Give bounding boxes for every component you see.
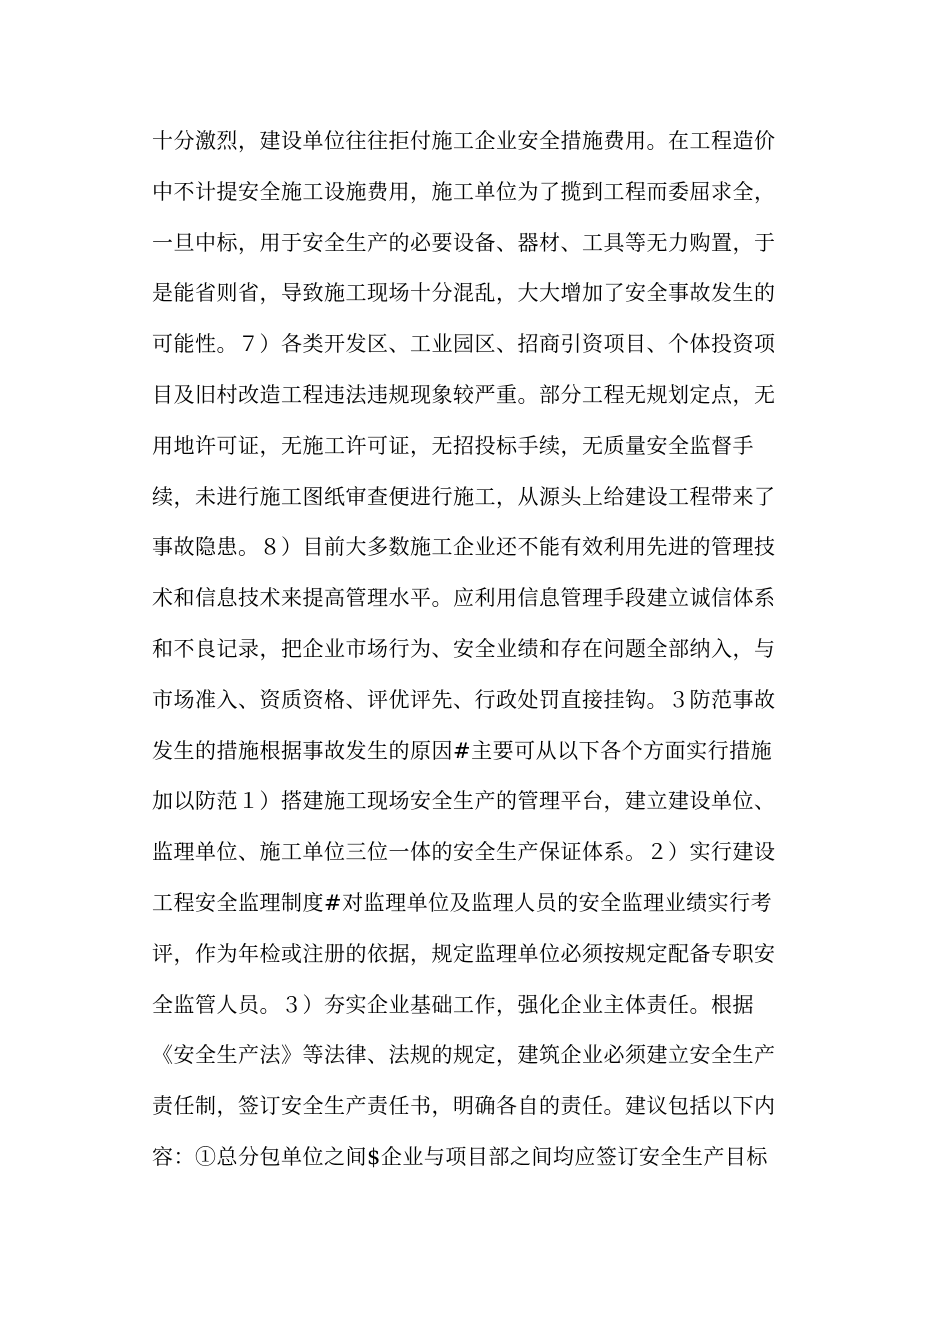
text-line: 发生的措施根据事故发生的原因#主要可从以下各个方面实行措施 xyxy=(152,738,773,763)
text-line: 加以防范１）搭建施工现场安全生产的管理平台，建立建设单位、 xyxy=(152,789,776,814)
text-line: 续，未进行施工图纸审查便进行施工，从源头上给建设工程带来了 xyxy=(152,484,776,509)
text-line: 目及旧村改造工程违法违规现象较严重。部分工程无规划定点，无 xyxy=(152,382,776,407)
text-line: 监理单位、施工单位三位一体的安全生产保证体系。２）实行建设 xyxy=(152,840,776,865)
text-line: 容：①总分包单位之间$企业与项目部之间均应签订安全生产目标 xyxy=(152,1144,768,1169)
text-line: 和不良记录，把企业市场行为、安全业绩和存在问题全部纳入，与 xyxy=(152,636,776,661)
text-line: 全监管人员。３）夯实企业基础工作，强化企业主体责任。根据 xyxy=(152,992,754,1017)
text-line: 工程安全监理制度#对监理单位及监理人员的安全监理业绩实行考 xyxy=(152,890,773,915)
text-line: 用地许可证，无施工许可证，无招投标手续，无质量安全监督手 xyxy=(152,433,754,458)
body-text xyxy=(152,116,812,1183)
text-line: 事故隐患。８）目前大多数施工企业还不能有效利用先进的管理技 xyxy=(152,535,776,560)
text-line: 市场准入、资质资格、评优评先、行政处罚直接挂钩。３防范事故 xyxy=(152,687,776,712)
text-line: 十分激烈，建设单位往往拒付施工企业安全措施费用。在工程造价 xyxy=(152,129,776,153)
text-line: 中不计提安全施工设施费用，施工单位为了揽到工程而委屈求全， xyxy=(152,179,776,204)
text-line: 《安全生产法》等法律、法规的规定，建筑企业必须建立安全生产 xyxy=(152,1043,776,1068)
text-line: 可能性。７）各类开发区、工业园区、招商引资项目、个体投资项 xyxy=(152,332,776,357)
text-line: 责任制，签订安全生产责任书，明确各自的责任。建议包括以下内 xyxy=(152,1094,776,1119)
text-line: 是能省则省，导致施工现场十分混乱，大大增加了安全事故发生的 xyxy=(152,281,776,306)
text-line: 一旦中标，用于安全生产的必要设备、器材、工具等无力购置，于 xyxy=(152,230,776,255)
text-line: 评，作为年检或注册的依据，规定监理单位必须按规定配备专职安 xyxy=(152,941,776,966)
text-line: 术和信息技术来提高管理水平。应利用信息管理手段建立诚信体系 xyxy=(152,586,776,611)
